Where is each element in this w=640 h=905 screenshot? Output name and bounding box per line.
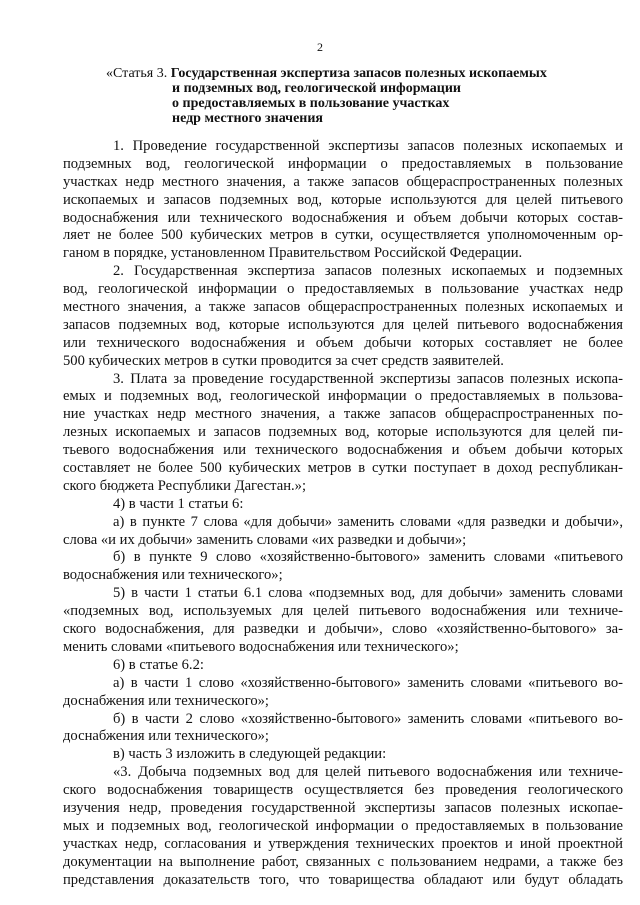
text-line: участках недр местного значения, а также запасов общераспространенных полезных	[63, 173, 623, 190]
text-line: подземных вод, геологической информации о предоставляемых в пользование	[63, 155, 623, 172]
document-body	[63, 138, 623, 889]
text-line: менить словами «питьевого водоснабжения или технического»;	[63, 638, 459, 655]
text-line: ского водоснабжения, для разведки и добычи», слово «хозяйственно-бытового» за-	[63, 621, 623, 638]
page-number: 2	[317, 40, 323, 54]
text-line: 6) в статье 6.2:	[113, 656, 204, 673]
article-heading-line-2	[106, 81, 606, 96]
text-line: ние участках недр местного значения, а также запасов общераспространенных по-	[63, 406, 623, 423]
article-title-line: и подземных вод, геологической информации	[172, 81, 461, 96]
text-line: водоснабжения или технического водоснабжения и объем добычи которых состав-	[63, 209, 623, 226]
text-line: запасов подземных вод, которые используются для целей питьевого водоснабжения	[63, 316, 623, 333]
text-line: а) в пункте 7 слова «для добычи» заменить словами «для разведки и добычи»,	[113, 513, 623, 530]
article-title-line: Государственная экспертиза запасов полезных ископаемых	[170, 66, 547, 81]
article-heading-line-4	[106, 111, 606, 126]
text-line: 3. Плата за проведение государственной экспертизы запасов полезных ископа-	[113, 370, 623, 387]
text-line: 5) в части 1 статьи 6.1 слова «подземных вод, для добычи» заменить словами	[113, 585, 623, 602]
article-heading-line-1	[106, 66, 606, 81]
text-line: ского водоснабжения товариществ осуществляется без проведения геологического	[63, 782, 623, 799]
text-line: ляет не более 500 кубических метров в сутки, осуществляется уполномоченным ор-	[63, 227, 623, 244]
text-line: изучения недр, проведения государственной экспертизы запасов полезных ископае-	[63, 799, 623, 816]
article-number: «Статья 3.	[106, 66, 171, 81]
article-title-line: недр местного значения	[172, 111, 323, 126]
text-line: участках недр, согласования и утверждения технических проектов и иной проектной	[63, 835, 623, 852]
text-line: представления доказательств того, что товарищества обладают или будут обладать	[63, 871, 623, 888]
text-line: ганом в порядке, установленном Правительством Российской Федерации.	[63, 245, 523, 262]
text-line: водоснабжения или технического»;	[63, 567, 283, 584]
article-heading-line-3	[106, 96, 606, 111]
text-line: 2. Государственная экспертиза запасов полезных ископаемых и подземных	[113, 263, 623, 280]
text-line: доснабжения или технического»;	[63, 692, 269, 709]
text-line: ископаемых и запасов подземных вод, которые используются для целей питьевого	[63, 191, 623, 208]
text-line: документации на выполнение работ, связанных с пользованием недрами, а также без	[63, 853, 623, 870]
text-line: тьевого водоснабжения или технического водоснабжения и объем добычи которых	[63, 442, 623, 459]
text-line: емых и подземных вод, геологической информации о предоставляемых в пользова-	[63, 388, 623, 405]
text-line: местного значения, а также запасов общераспространенных полезных ископаемых и	[63, 299, 623, 316]
text-line: а) в части 1 слово «хозяйственно-бытового» заменить словами «питьевого во-	[113, 674, 623, 691]
text-line: б) в части 2 слово «хозяйственно-бытового» заменить словами «питьевого во-	[113, 710, 623, 727]
text-line: 4) в части 1 статьи 6:	[113, 495, 244, 512]
text-line: в) часть 3 изложить в следующей редакции:	[113, 746, 387, 763]
text-line: слова «и их добычи» заменить словами «их разведки и добычи»;	[63, 531, 467, 548]
text-line: ского бюджета Республики Дагестан.»;	[63, 477, 306, 494]
text-line: вод, геологической информации о предоставляемых в пользование участках недр	[63, 281, 623, 298]
text-line: 500 кубических метров в сутки проводится за счет средств заявителей.	[63, 352, 504, 369]
text-line: «подземных вод, используемых для целей питьевого водоснабжения или техниче-	[63, 603, 623, 620]
text-line: «3. Добыча подземных вод для целей питьевого водоснабжения или техниче-	[113, 764, 623, 781]
article-heading	[106, 66, 606, 126]
text-line: мых и подземных вод, геологической информации о предоставляемых в пользование	[63, 817, 623, 834]
text-line: или технического водоснабжения и объем добычи которых составляет не более	[63, 334, 623, 351]
text-line: 1. Проведение государственной экспертизы запасов полезных ископаемых и	[113, 138, 623, 154]
article-title-line: о предоставляемых в пользование участках	[172, 96, 450, 111]
text-line: доснабжения или технического»;	[63, 728, 269, 745]
text-line: составляет не более 500 кубических метров в сутки поступает в доход республикан-	[63, 460, 623, 477]
text-line: лезных ископаемых и запасов подземных вод, которые используются для целей пи-	[63, 424, 623, 441]
text-line: б) в пункте 9 слово «хозяйственно-бытового» заменить словами «питьевого	[113, 549, 623, 566]
